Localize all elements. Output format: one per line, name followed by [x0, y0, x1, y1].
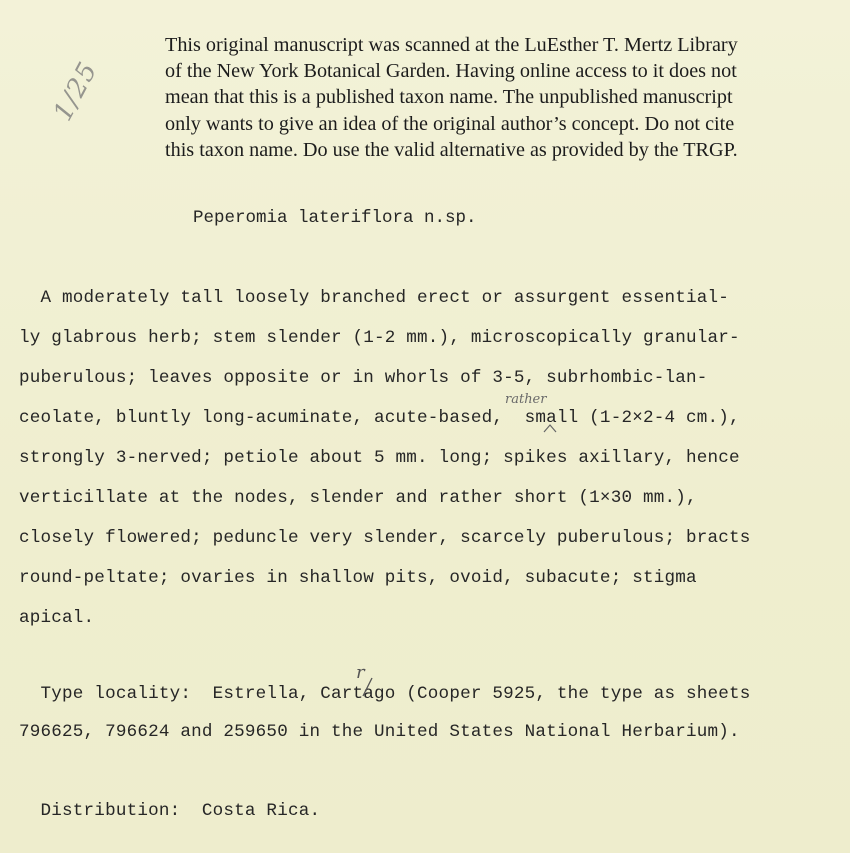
notice-line: of the New York Botanical Garden. Having online access to it does not: [165, 60, 737, 83]
description-line: puberulous; leaves opposite or in whorls of 3-5, subrhombic-lan-: [19, 368, 708, 388]
description-line: A moderately tall loosely branched erect or assurgent essential-: [19, 288, 730, 308]
notice-line: only wants to give an idea of the original author’s concept. Do not cite: [165, 112, 735, 135]
description-line: verticillate at the nodes, slender and rather short (1×30 mm.),: [19, 488, 697, 508]
handwritten-correction: r: [356, 662, 365, 683]
distribution-line: Distribution: Costa Rica.: [19, 801, 321, 821]
description-line: apical.: [19, 608, 95, 628]
notice-line: this taxon name. Do use the valid alternative as provided by the TRGP.: [165, 138, 738, 161]
handwritten-insertion: rather: [505, 392, 547, 407]
description-line: ly glabrous herb; stem slender (1-2 mm.), microscopically granular-: [19, 328, 740, 348]
type-locality-line: 796625, 796624 and 259650 in the United States National Herbarium).: [19, 722, 740, 742]
handwritten-margin-note: 1/25: [48, 56, 104, 127]
notice-line: This original manuscript was scanned at the LuEsther T. Mertz Library: [165, 34, 738, 56]
species-title: Peperomia lateriflora n.sp.: [193, 208, 477, 228]
notice-line: mean that this is a published taxon name. The unpublished manuscript: [165, 86, 733, 109]
insertion-caret-icon: [543, 423, 557, 433]
library-notice: [165, 32, 825, 163]
description-line: closely flowered; peduncle very slender, scarcely puberulous; bracts: [19, 528, 751, 548]
strikethrough-mark-icon: [359, 677, 375, 697]
type-locality-line: Type locality: Estrella, Cartago (Cooper 5925, the type as sheets: [19, 684, 751, 704]
description-line: ceolate, bluntly long-acuminate, acute-based, small (1-2×2-4 cm.),: [19, 408, 740, 428]
description-line: strongly 3-nerved; petiole about 5 mm. long; spikes axillary, hence: [19, 448, 740, 468]
description-line: round-peltate; ovaries in shallow pits, ovoid, subacute; stigma: [19, 568, 697, 588]
